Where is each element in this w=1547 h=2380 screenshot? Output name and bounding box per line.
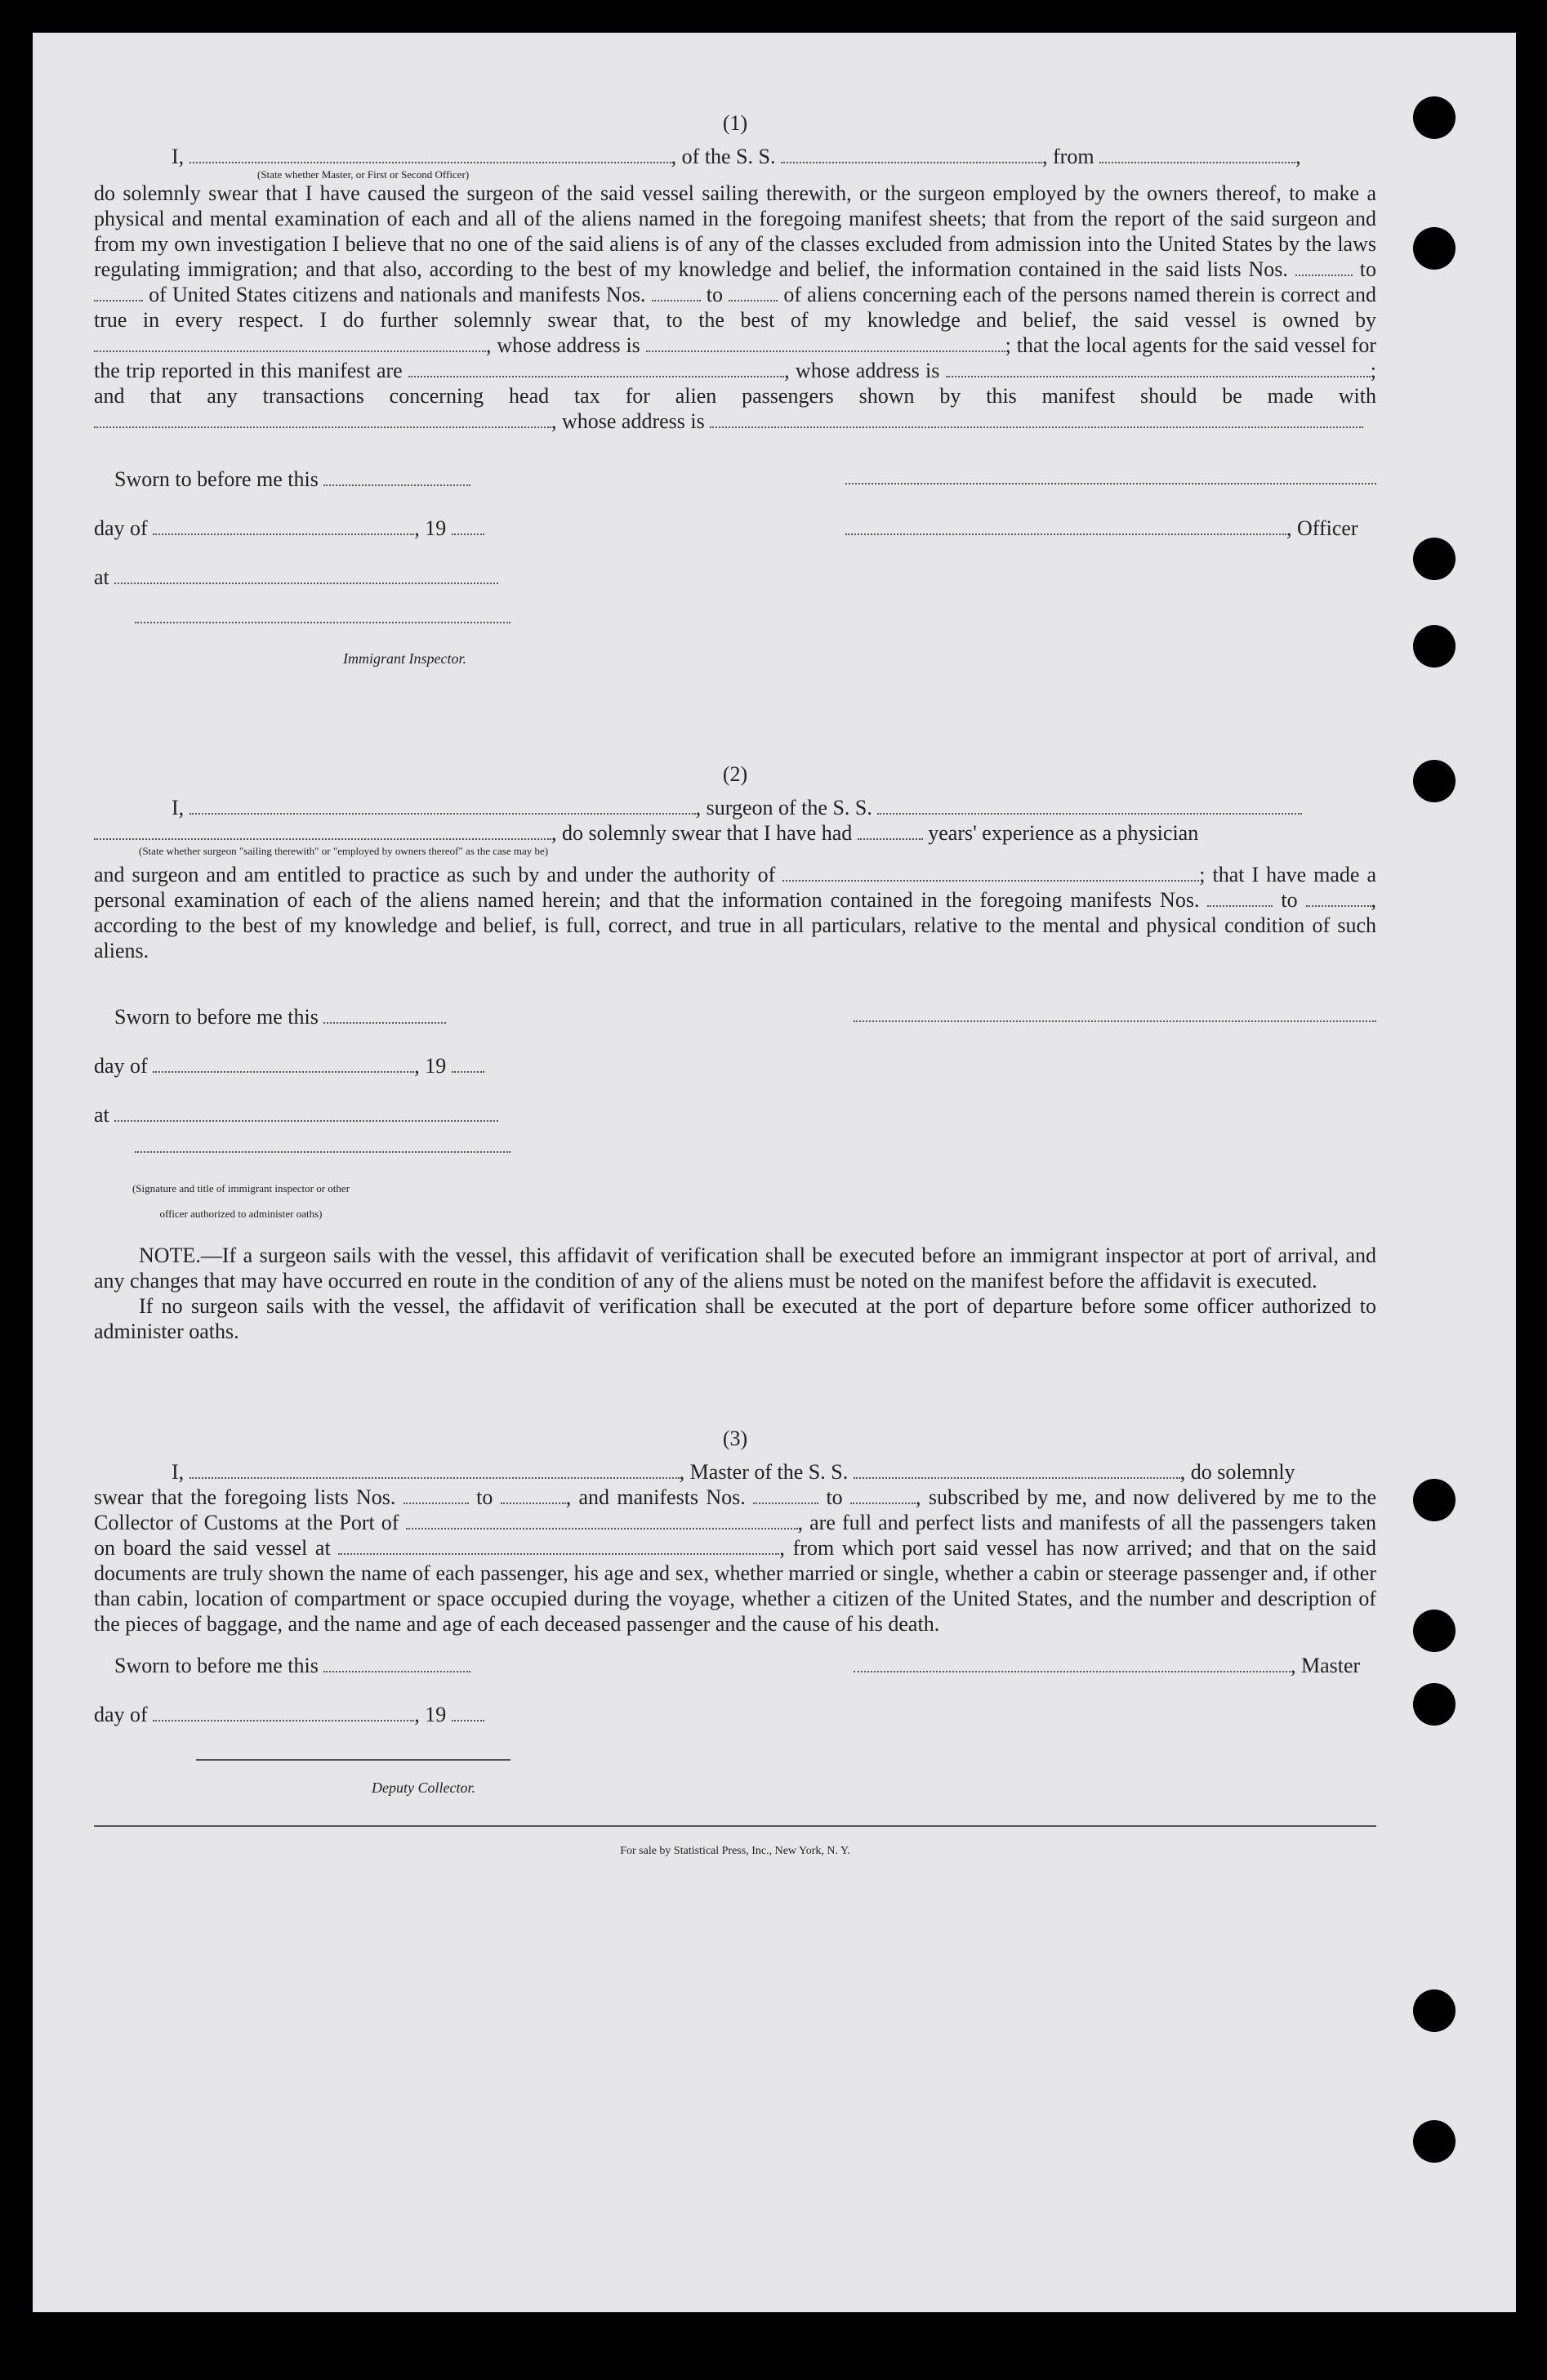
- surgeon-name-field[interactable]: [189, 797, 696, 815]
- manifest-to-field[interactable]: [850, 1486, 916, 1504]
- manifest-to-field[interactable]: [729, 284, 778, 301]
- port-field[interactable]: [406, 1512, 798, 1529]
- head-tax-address-field[interactable]: [710, 410, 1363, 428]
- manifest-from-field[interactable]: [1207, 889, 1273, 907]
- signature-note: (Signature and title of immigrant inspector or other officer authorized to administer oaths): [132, 1182, 350, 1220]
- punch-hole: [1413, 625, 1456, 668]
- punch-hole: [1413, 96, 1456, 139]
- master-ship-field[interactable]: [854, 1461, 1180, 1479]
- sworn-label: Sworn to before me this: [114, 467, 319, 491]
- sworn-year-field[interactable]: [452, 1055, 484, 1073]
- list-from-field[interactable]: [403, 1486, 469, 1504]
- manifest-from-field[interactable]: [753, 1486, 818, 1504]
- departure-port-field[interactable]: [338, 1537, 779, 1555]
- inspector-label: Immigrant Inspector.: [343, 650, 466, 667]
- owner-field[interactable]: [94, 334, 486, 352]
- punch-hole: [1413, 1610, 1456, 1652]
- master-declaration-line: I, , of the S. S. , from ,: [172, 145, 1301, 168]
- sworn-day-field[interactable]: [323, 1006, 446, 1024]
- note-paragraph-1: NOTE.—If a surgeon sails with the vessel, this affidavit of verification shall be executed before an immigrant inspector at port of arrival, and any changes that may have occurred en route in the condition of any of the aliens must be noted on the manifest before the affidavit is executed.: [94, 1244, 1376, 1293]
- surgeon-oath-text: and surgeon and am entitled to practice as such by and under the authority of ; that I have made a personal examination of each of the aliens named herein; and that the information contained in the foregoing manifests Nos. to , according to the best of my knowledge and belief, is full, correct, and true in all particulars, relative to the mental and physical condition of such aliens.: [94, 863, 1377, 962]
- agents-address-field[interactable]: [946, 359, 1371, 377]
- punch-hole: [1413, 760, 1456, 802]
- affidavit-section-3: (3) I, , Master of the S. S. , do solemnly swear that the foregoing lists Nos. to , and manifests Nos. to , subscribed by me, and now delivered by me to the Collector of Customs at the Port of , are full and perfect lists and manifests of all the passengers taken on board the said vessel at , from which port said vessel has now arrived; and that on the said documents are truly shown the name of each passenger, his age and sex, whether married or single, whether a cabin or steerage passenger and, if other than cabin, location of compartment or space occupied during the voyage, whether a citizen of the United States, and the number and description of the pieces of baggage, and the name and age of each deceased passenger and the cause of his death. Sworn to before me this , Master day of , 19 Deputy Collector.: [94, 1426, 1376, 1801]
- sworn-year-field[interactable]: [452, 517, 484, 535]
- surgeon-signature-line[interactable]: [854, 1020, 1376, 1022]
- surgeon-ship-field[interactable]: [877, 797, 1302, 815]
- sworn-at-field[interactable]: [114, 566, 498, 584]
- sworn-month-field[interactable]: [153, 1055, 414, 1073]
- punch-hole: [1413, 1479, 1456, 1521]
- inspector-signature-line[interactable]: [135, 622, 510, 623]
- sworn-month-field[interactable]: [153, 517, 414, 535]
- manifest-from-field[interactable]: [652, 284, 701, 301]
- affidavit-section-1: (1) I, , of the S. S. , from , (State whether Master, or First or Second Officer) do solemnly swear that I have caused the surgeon of the said vessel sailing therewith, or the surgeon employed by the owners thereof, to make a physical and mental examination of each and all of the aliens named in the foregoing manifest sheets; that from the report of the said surgeon and from my own investigation I believe that no one of the said aliens is of any of the classes excluded from admission into the United States by the laws regulating immigration; and that also, according to the best of my knowledge and belief, the information contained in the said lists Nos. to of United States citizens and nationals and manifests Nos. to of aliens concerning each of the persons named therein is correct and true in every respect. I do further solemnly swear that, to the best of my knowledge and belief, the said vessel is owned by , whose address is ; that the local agents for the said vessel for the trip reported in this manifest are , whose address is ; and that any transactions concerning head tax for alien passengers shown by this manifest should be made with , whose address is Sworn to before me this day of , 19 , Officer at Immigrant Inspector.: [94, 110, 1376, 672]
- affidavit-section-2: (2) I, , surgeon of the S. S. , do solemnly swear that I have had years' experience as a physician (State whether surgeon "sailing therewith" or "employed by owners thereof" as the case may be) and surgeon and am entitled to practice as such by and under the authority of ; that I have made a personal examination of each of the aliens named herein; and that the information contained in the foregoing manifests Nos. to , according to the best of my knowledge and belief, is full, correct, and true in all particulars, relative to the mental and physical condition of such aliens. Sworn to before me this day of , 19 at (Signature and title of immigrant inspector or other officer authorized to administer oaths) NOTE.—If a surgeon sails with the vessel, this affidavit of verification shall be executed before an immigrant inspector at port of arrival, and any changes that may have occurred en route in the condition of any of the aliens must be noted on the manifest before the affidavit is executed. If no surgeon sails with the vessel, the affidavit of verification shall be executed at the port of departure before some officer authorized to administer oaths.: [94, 762, 1377, 1343]
- punch-hole: [1413, 2120, 1456, 2163]
- officer-signature-line[interactable]: [135, 1151, 510, 1153]
- agents-field[interactable]: [408, 359, 784, 377]
- section-number: (2): [722, 762, 748, 786]
- sworn-month-field[interactable]: [153, 1704, 414, 1721]
- authority-field[interactable]: [782, 864, 1199, 882]
- head-tax-field[interactable]: [94, 410, 551, 428]
- section-number: (3): [722, 1427, 748, 1450]
- name-field[interactable]: [189, 145, 671, 163]
- master-signature-line[interactable]: [854, 1654, 1291, 1672]
- list-from-field[interactable]: [1295, 258, 1353, 276]
- note-paragraph-2: If no surgeon sails with the vessel, the affidavit of verification shall be executed at the port of departure before some officer authorized to administer oaths.: [94, 1294, 1376, 1343]
- footer-publisher: For sale by Statistical Press, Inc., New York, N. Y.: [620, 1845, 850, 1857]
- sworn-day-field[interactable]: [323, 468, 470, 486]
- list-to-field[interactable]: [501, 1486, 566, 1504]
- punch-hole: [1413, 538, 1456, 580]
- ship-field[interactable]: [781, 145, 1042, 163]
- punch-hole: [1413, 1989, 1456, 2032]
- sworn-year-field[interactable]: [452, 1704, 484, 1721]
- master-signature-line[interactable]: [845, 483, 1376, 484]
- document-page: [33, 33, 1516, 2312]
- punch-hole: [1413, 227, 1456, 270]
- surgeon-type-note: (State whether surgeon "sailing therewith" or "employed by owners thereof" as the case may be): [139, 845, 549, 857]
- punch-hole: [1413, 1683, 1456, 1726]
- list-to-field[interactable]: [94, 284, 143, 301]
- from-port-field[interactable]: [1099, 145, 1295, 163]
- sworn-at-field[interactable]: [114, 1104, 498, 1122]
- collector-label: Deputy Collector.: [372, 1779, 475, 1796]
- master-oath-text: do solemnly swear that I have caused the surgeon of the said vessel sailing therewith, or the surgeon employed by the owners thereof, to make a physical and mental examination of each and all of the aliens named in the foregoing manifest sheets; that from the report of the said surgeon and from my own investigation I believe that no one of the said aliens is of any of the classes excluded from admission into the United States by the laws regulating immigration; and that also, according to the best of my knowledge and belief, the information contained in the said lists Nos. to of United States citizens and nationals and manifests Nos. to of aliens concerning each of the persons named therein is correct and true in every respect. I do further solemnly swear that, to the best of my knowledge and belief, the said vessel is owned by , whose address is ; that the local agents for the said vessel for the trip reported in this manifest are , whose address is ; and that any transactions concerning head tax for alien passengers shown by this manifest should be made with , whose address is: [94, 181, 1377, 433]
- surgeon-type-field[interactable]: [94, 822, 551, 840]
- manifest-to-field[interactable]: [1306, 889, 1371, 907]
- sworn-day-field[interactable]: [323, 1654, 470, 1672]
- master-name-field[interactable]: [189, 1461, 680, 1479]
- section-number: (1): [722, 111, 748, 135]
- years-field[interactable]: [858, 822, 923, 840]
- role-note: (State whether Master, or First or Second Officer): [257, 168, 470, 181]
- officer-signature-line[interactable]: [845, 517, 1286, 535]
- collector-signature-line[interactable]: [196, 1759, 510, 1761]
- owner-address-field[interactable]: [646, 334, 1005, 352]
- master-lists-oath: swear that the foregoing lists Nos. to , and manifests Nos. to , subscribed by me, and now delivered by me to the Collector of Customs at the Port of , are full and perfect lists and manifests of all the passengers taken on board the said vessel at , from which port said vessel has now arrived; and that on the said documents are truly shown the name of each passenger, his age and sex, whether married or single, whether a cabin or steerage passenger and, if other than cabin, location of compartment or space occupied during the voyage, whether a citizen of the United States, and the number and description of the pieces of baggage, and the name and age of each deceased passenger and the cause of his death.: [94, 1485, 1377, 1636]
